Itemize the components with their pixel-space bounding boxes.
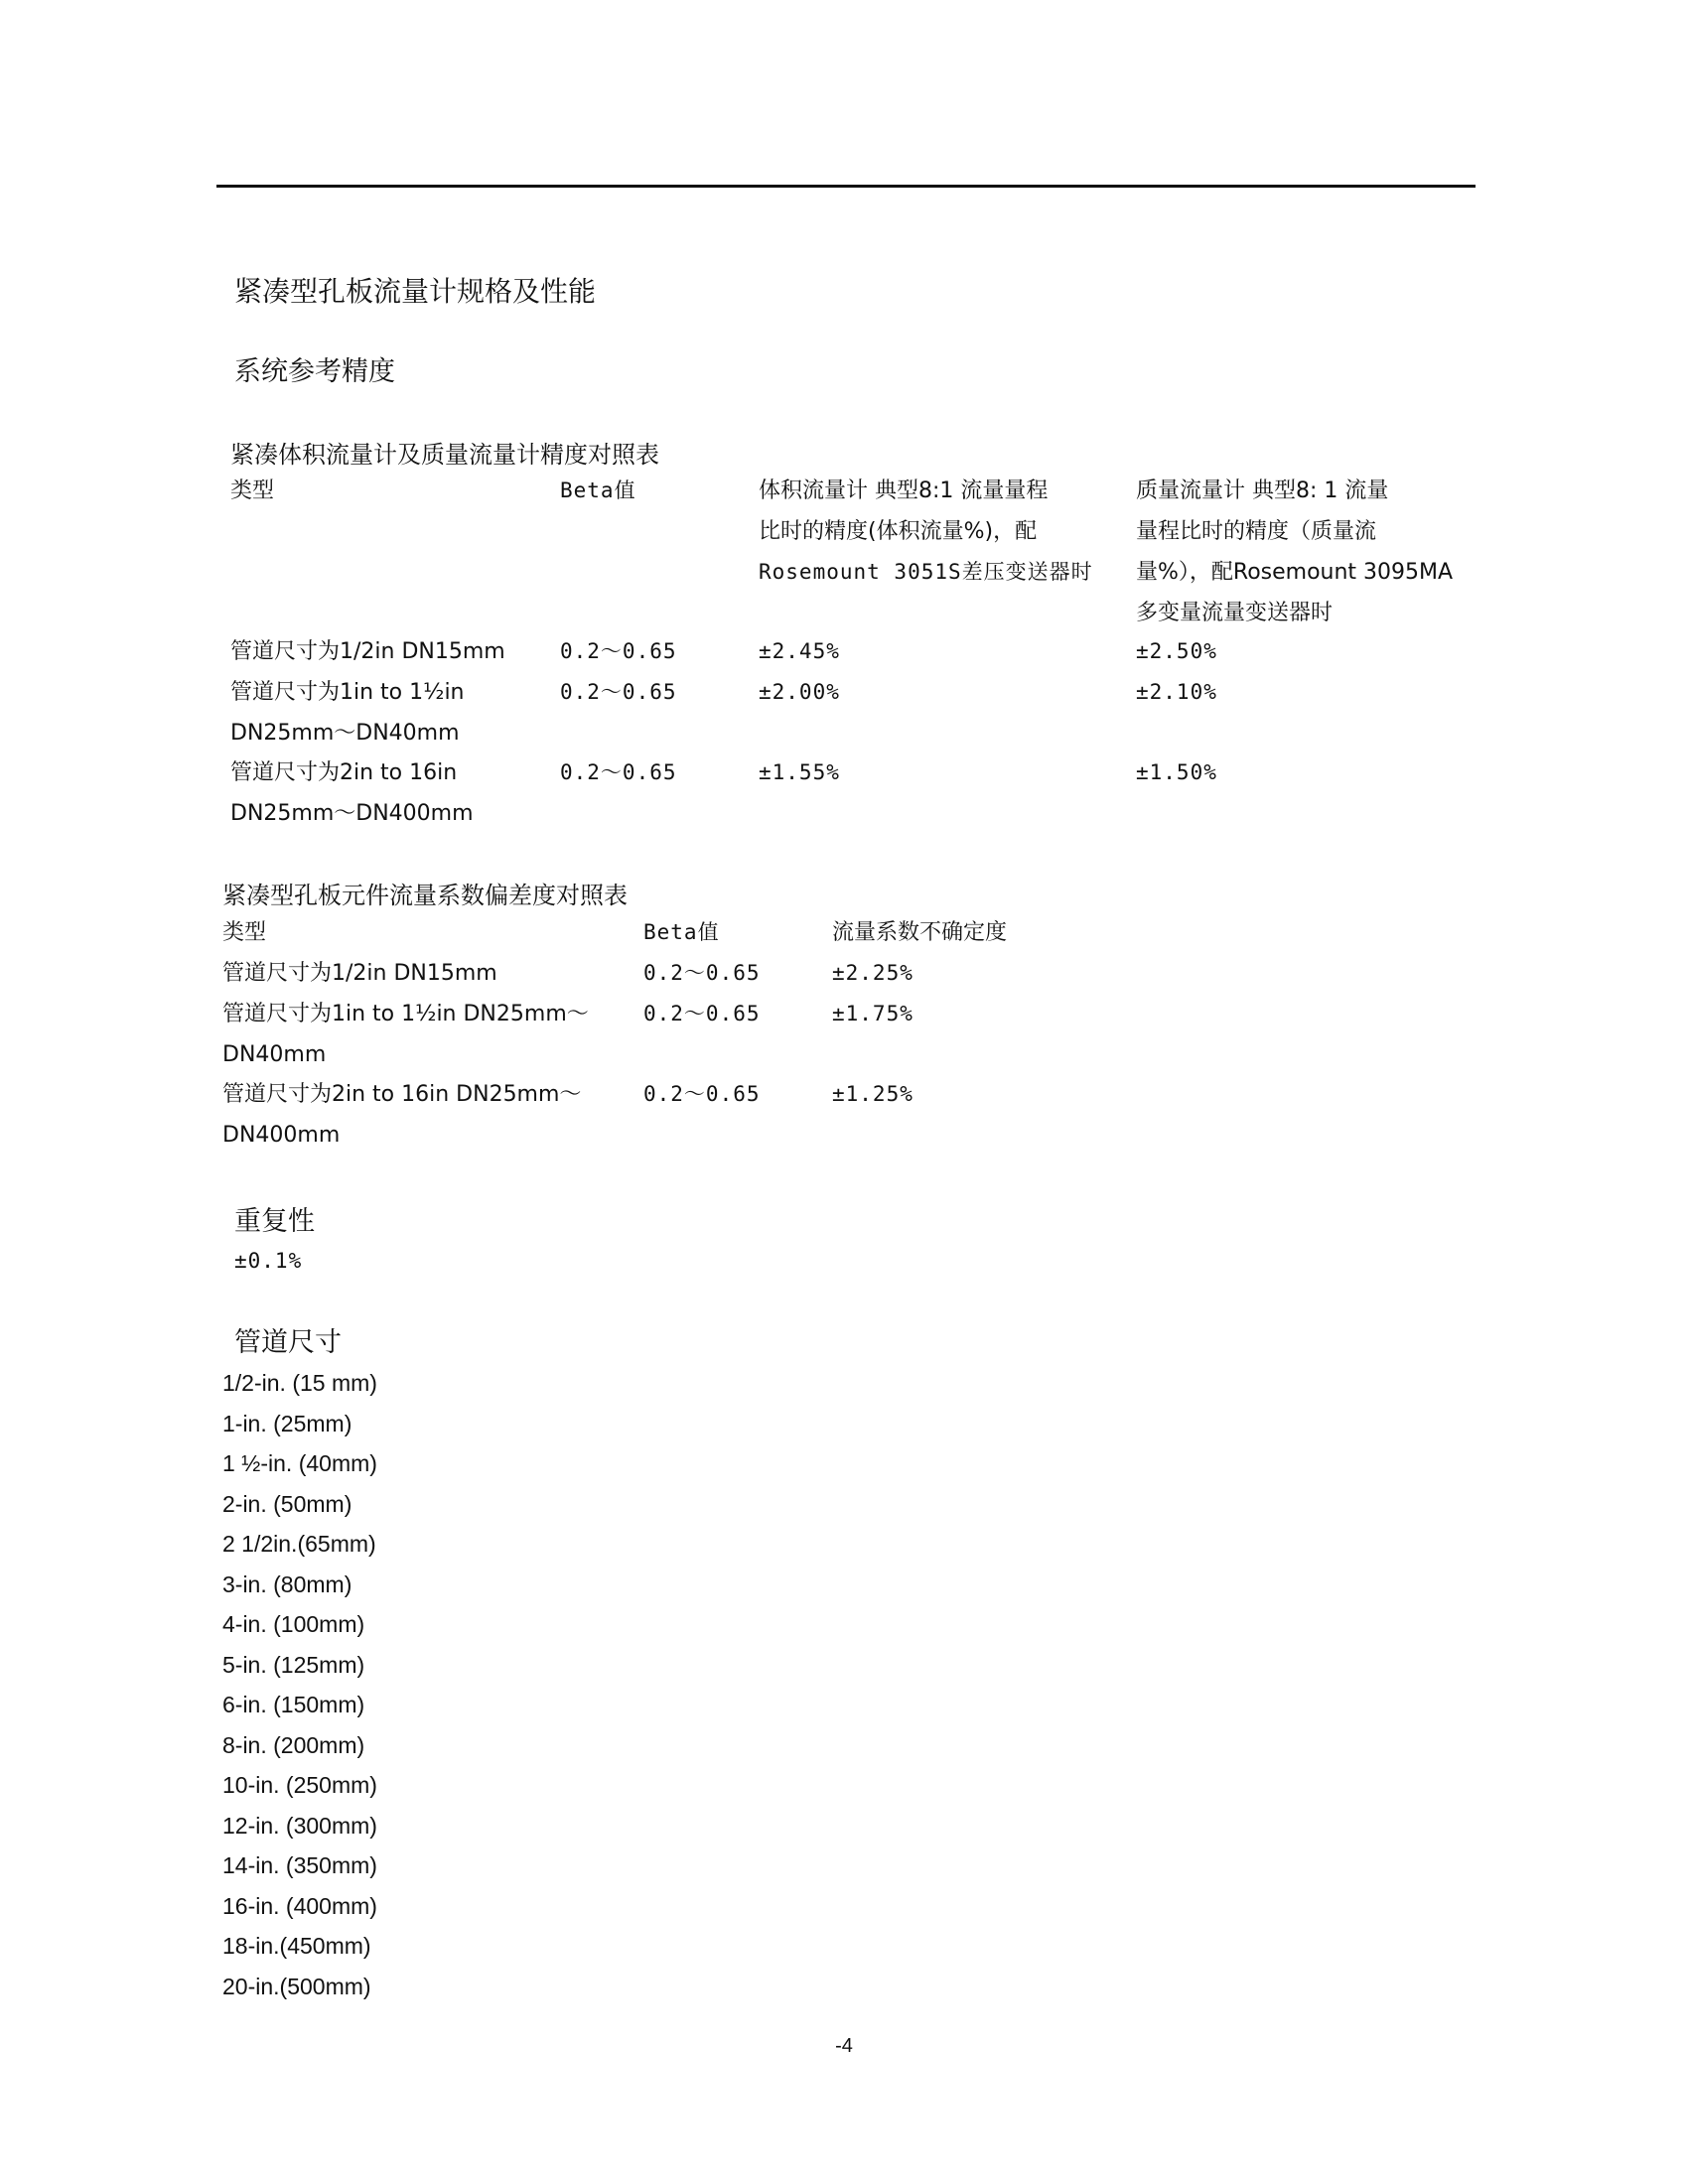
table1-row1-beta: 0.2～0.65 (560, 639, 677, 663)
table2-caption: 紧凑型孔板元件流量系数偏差度对照表 (222, 882, 628, 909)
table1-caption: 紧凑体积流量计及质量流量计精度对照表 (230, 441, 659, 469)
table1-row3-type-line1: 管道尺寸为2in to 16in (230, 760, 458, 785)
table1-row2-type (230, 672, 465, 753)
header-rule (216, 185, 1476, 188)
table1-row2-type-line2: DN25mm～DN40mm (230, 721, 460, 746)
table1-header-volume-line1: 体积流量计 典型8:1 流量量程 (759, 478, 1049, 503)
table1-header-volume-line2: 比时的精度(体积流量%)，配 (759, 519, 1038, 544)
table1-row3-volume: ±1.55% (759, 760, 840, 784)
table1-header-type: 类型 (230, 478, 275, 503)
table1-header-mass (1136, 471, 1453, 633)
list-item: 1 ½-in. (40mm) (222, 1450, 377, 1476)
table1-header-mass-line2: 量程比时的精度（质量流 (1136, 519, 1377, 544)
list-item: 4-in. (100mm) (222, 1611, 365, 1637)
repeatability-value: ±0.1% (234, 1249, 303, 1273)
table2-row1-beta: 0.2～0.65 (643, 961, 761, 985)
table1-row2-type-line1: 管道尺寸为1in to 1½in (230, 680, 465, 705)
list-item: 6-in. (150mm) (222, 1692, 365, 1717)
list-item: 14-in. (350mm) (222, 1852, 377, 1878)
table2-row2-uncertainty: ±1.75% (832, 1002, 914, 1025)
table1-header-volume-line3: Rosemount 3051S差压变送器时 (759, 560, 1093, 584)
table1-row2-beta: 0.2～0.65 (560, 680, 677, 704)
table2-row3-type-line2: DN400mm (222, 1123, 341, 1148)
table1-header-volume (759, 471, 1093, 593)
table1-row2-mass: ±2.10% (1136, 680, 1217, 704)
table1-row1-mass: ±2.50% (1136, 639, 1217, 663)
table1-row3-type (230, 752, 474, 834)
table1-header-beta: Beta值 (560, 478, 636, 502)
table1-header-mass-line1: 质量流量计 典型8: 1 流量 (1136, 478, 1389, 503)
table2-row3-beta: 0.2～0.65 (643, 1082, 761, 1106)
list-item: 18-in.(450mm) (222, 1933, 371, 1959)
table2-row2-type-line1: 管道尺寸为1in to 1½in DN25mm～ (222, 1002, 589, 1026)
table1-header-mass-line4: 多变量流量变送器时 (1136, 601, 1334, 625)
list-item: 10-in. (250mm) (222, 1772, 377, 1798)
table2-header-type: 类型 (222, 920, 267, 945)
table1-row3-mass: ±1.50% (1136, 760, 1217, 784)
table2-row2-type (222, 994, 589, 1075)
list-item: 2 1/2in.(65mm) (222, 1531, 376, 1557)
table2-header-beta: Beta值 (643, 920, 720, 944)
table2-row2-beta: 0.2～0.65 (643, 1002, 761, 1025)
table2-header-uncertainty: 流量系数不确定度 (832, 920, 1008, 945)
table2-row2-type-line2: DN40mm (222, 1042, 327, 1067)
list-item: 1-in. (25mm) (222, 1410, 352, 1436)
list-item: 2-in. (50mm) (222, 1490, 352, 1517)
page-number: -4 (835, 2035, 853, 2057)
table2-row3-uncertainty: ±1.25% (832, 1082, 914, 1106)
table1-row1-type: 管道尺寸为1/2in DN15mm (230, 639, 505, 664)
table2-row1-uncertainty: ±2.25% (832, 961, 914, 985)
section-title: 紧凑型孔板流量计规格及性能 (234, 275, 597, 308)
table1-header-mass-line3: 量%），配Rosemount 3095MA (1136, 560, 1454, 585)
table1-row3-type-line2: DN25mm～DN400mm (230, 801, 474, 826)
table2-row3-type-line1: 管道尺寸为2in to 16in DN25mm～ (222, 1082, 582, 1107)
list-item: 12-in. (300mm) (222, 1812, 377, 1839)
list-item: 3-in. (80mm) (222, 1570, 352, 1597)
subsection-title: 系统参考精度 (234, 356, 395, 387)
table2-row3-type (222, 1074, 581, 1156)
repeatability-title: 重复性 (234, 1206, 315, 1237)
list-item: 16-in. (400mm) (222, 1892, 377, 1919)
list-item: 20-in.(500mm) (222, 1973, 371, 1999)
list-item: 8-in. (200mm) (222, 1731, 365, 1758)
table1-row1-volume: ±2.45% (759, 639, 840, 663)
table1-row3-beta: 0.2～0.65 (560, 760, 677, 784)
pipe-sizes-title: 管道尺寸 (234, 1327, 342, 1358)
table1-row2-volume: ±2.00% (759, 680, 840, 704)
list-item: 1/2-in. (15 mm) (222, 1370, 377, 1396)
table2-row1-type: 管道尺寸为1/2in DN15mm (222, 961, 497, 986)
list-item: 5-in. (125mm) (222, 1651, 365, 1678)
